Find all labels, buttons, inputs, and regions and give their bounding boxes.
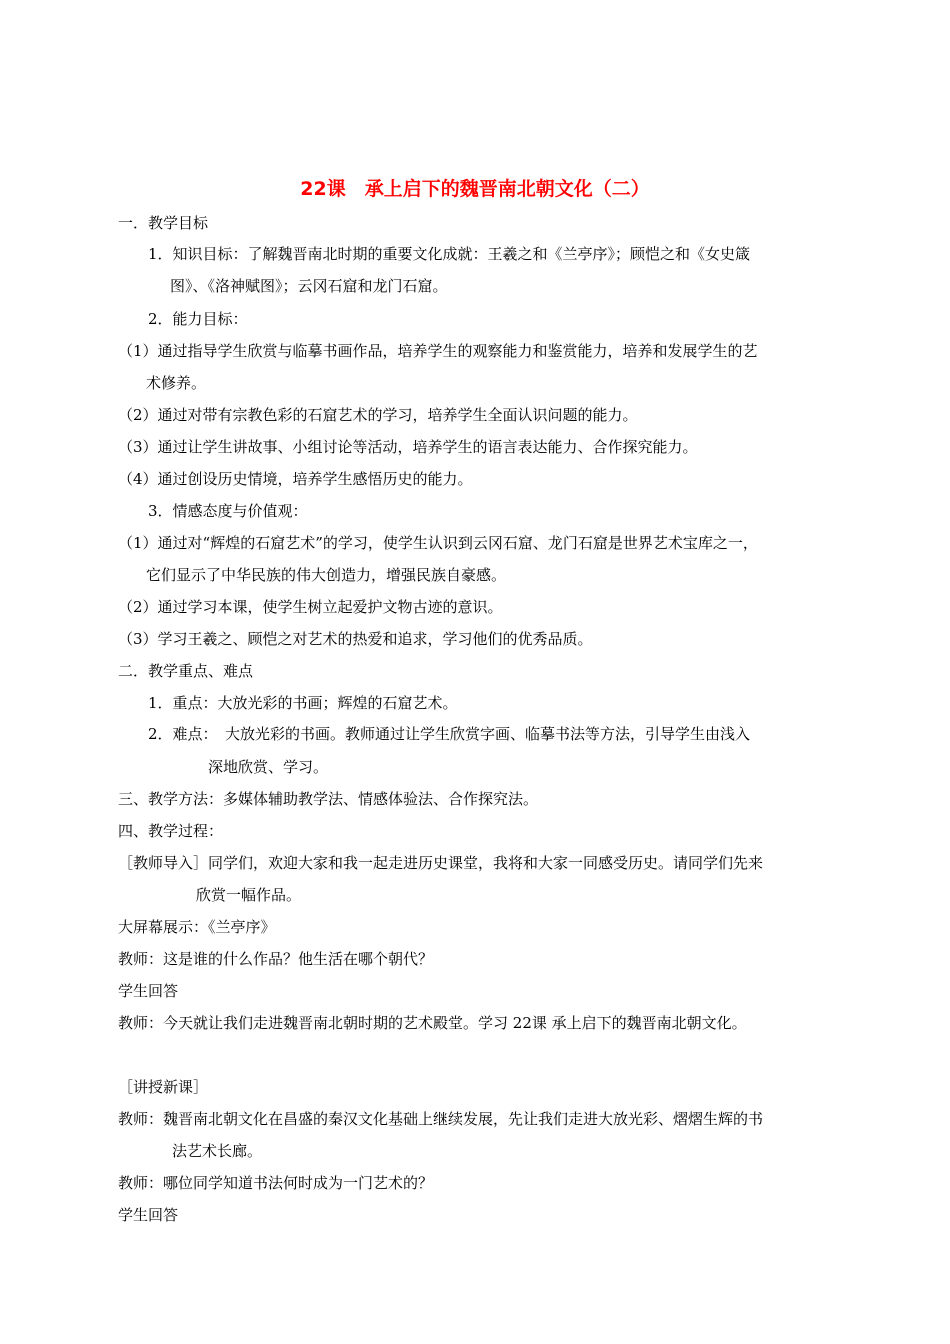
- section-heading-process: 四、教学过程：: [118, 822, 224, 840]
- section-heading-key-points: 二．教学重点、难点: [118, 662, 254, 680]
- ability-item-4: （4）通过创设历史情境，培养学生感悟历史的能力。: [118, 470, 473, 488]
- emotion-item-1-line-1: （1）通过对“辉煌的石窟艺术”的学习，使学生认识到云冈石窟、龙门石窟是世界艺术宝库之一，: [118, 534, 758, 552]
- knowledge-objective-line-2: 图》、《洛神赋图》；云冈石窟和龙门石窟。: [170, 277, 448, 295]
- student-answer-2: 学生回答: [118, 1206, 179, 1224]
- difficulty-item-line-2: 深地欣赏、学习。: [208, 758, 329, 776]
- new-lesson-heading: ［讲授新课］: [118, 1078, 209, 1096]
- screen-display: 大屏幕展示：《兰亭序》: [118, 918, 276, 936]
- ability-item-1-line-1: （1）通过指导学生欣赏与临摹书画作品，培养学生的观察能力和鉴赏能力，培养和发展学生的艺: [118, 342, 758, 360]
- teacher-statement-2-line-1: 教师：魏晋南北朝文化在昌盛的秦汉文化基础上继续发展，先让我们走进大放光彩、熠熠生辉的书: [118, 1110, 764, 1128]
- teacher-statement-1: 教师：今天就让我们走进魏晋南北朝时期的艺术殿堂。学习 22课 承上启下的魏晋南北朝文化。: [118, 1014, 747, 1032]
- teacher-question-2: 教师：哪位同学知道书法何时成为一门艺术的？: [118, 1174, 434, 1192]
- section-heading-methods: 三、教学方法：多媒体辅助教学法、情感体验法、合作探究法。: [118, 790, 539, 808]
- emotion-item-3: （3）学习王羲之、顾恺之对艺术的热爱和追求，学习他们的优秀品质。: [118, 630, 593, 648]
- emotion-objective-heading: 3．情感态度与价值观：: [148, 502, 308, 520]
- teacher-intro-line-2: 欣赏一幅作品。: [196, 886, 302, 904]
- section-heading-objectives: 一．教学目标: [118, 214, 209, 232]
- ability-item-1-line-2: 术修养。: [146, 374, 207, 392]
- emotion-item-1-line-2: 它们显示了中华民族的伟大创造力，增强民族自豪感。: [146, 566, 507, 584]
- key-point-item: 1．重点：大放光彩的书画；辉煌的石窟艺术。: [148, 694, 458, 712]
- student-answer-1: 学生回答: [118, 982, 179, 1000]
- teacher-intro-line-1: ［教师导入］同学们，欢迎大家和我一起走进历史课堂，我将和大家一同感受历史。请同学们先来: [118, 854, 764, 872]
- ability-item-3: （3）通过让学生讲故事、小组讨论等活动，培养学生的语言表达能力、合作探究能力。: [118, 438, 698, 456]
- ability-objective-heading: 2．能力目标：: [148, 310, 248, 328]
- teacher-question-1: 教师：这是谁的什么作品？他生活在哪个朝代？: [118, 950, 434, 968]
- knowledge-objective-line-1: 1．知识目标：了解魏晋南北时期的重要文化成就：王羲之和《兰亭序》；顾恺之和《女史箴: [148, 245, 751, 263]
- teacher-statement-2-line-2: 法艺术长廊。: [172, 1142, 263, 1160]
- page-title: 22课 承上启下的魏晋南北朝文化（二）: [300, 178, 650, 200]
- emotion-item-2: （2）通过学习本课，使学生树立起爱护文物古迹的意识。: [118, 598, 503, 616]
- difficulty-item-line-1: 2．难点： 大放光彩的书画。教师通过让学生欣赏字画、临摹书法等方法，引导学生由浅入: [148, 725, 751, 743]
- ability-item-2: （2）通过对带有宗教色彩的石窟艺术的学习，培养学生全面认识问题的能力。: [118, 406, 638, 424]
